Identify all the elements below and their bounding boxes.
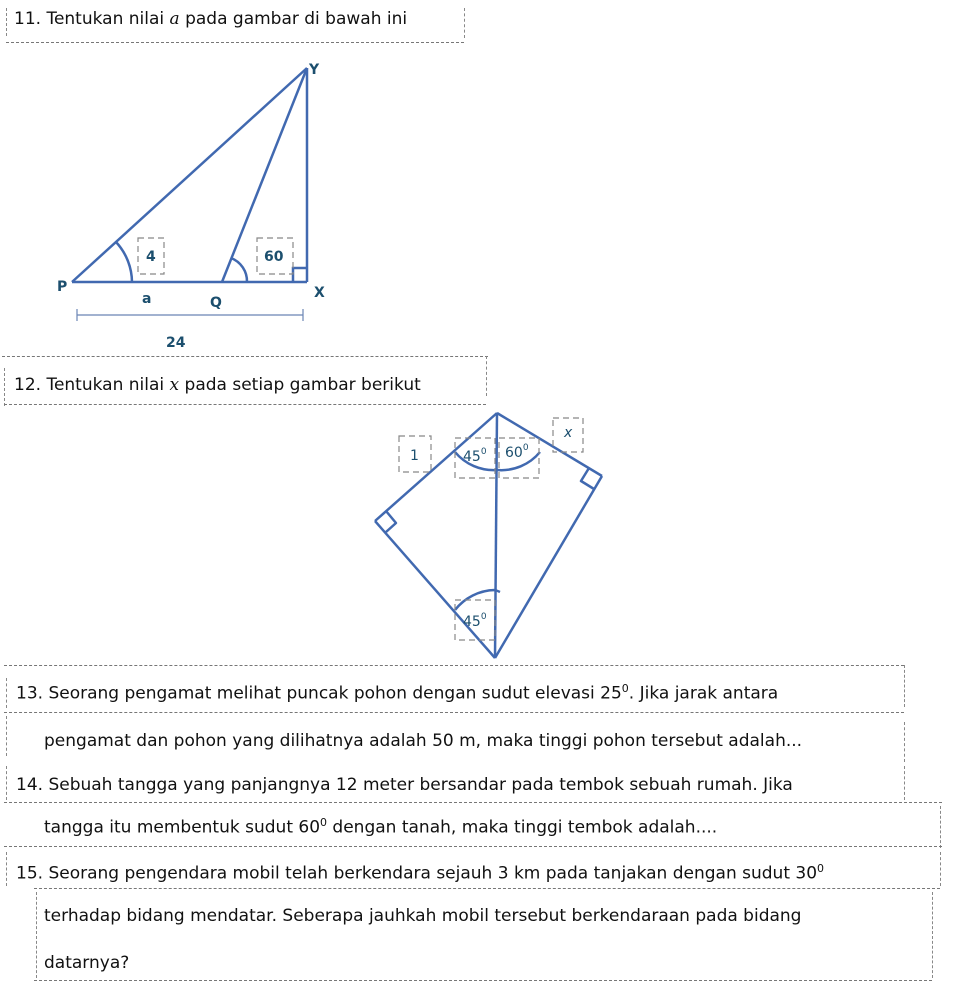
question-13-text: Seorang pengamat melihat puncak pohon dengan sudut elevasi 25 [48,683,622,704]
right-angle-marker-x [293,268,307,282]
question-15-text: Seorang pengendara mobil telah berkendara sejauh 3 km pada tanjakan dengan sudut 30 [48,863,818,884]
segment-pq-label: a [142,291,152,307]
question-14-text-end: dengan tanah, maka tinggi tembok adalah.... [327,817,718,838]
question-13-text-end: . Jika jarak antara [628,683,779,704]
angle-arc-bottom [455,590,500,610]
right-angle-marker-left [386,511,396,532]
side-right-label: x [564,425,573,441]
angle-arc-top-left [455,452,497,470]
angle-p-label: 4 [146,249,156,265]
degree-symbol: 0 [817,862,825,875]
question-15-line-1 [16,862,824,884]
question-12 [14,375,421,395]
question-12-variable: x [169,375,180,395]
question-11-text-after: pada gambar di bawah ini [185,9,408,29]
segment-q-y [222,68,307,282]
question-13-line-2: pengamat dan pohon yang dilihatnya adalah 50 m, maka tinggi pohon tersebut adalah... [44,731,803,751]
angle-q-label: 60 [264,249,284,265]
angle-top-right-label: $60^0$ [505,443,529,461]
kite-bottom-left-edge [375,521,495,658]
question-13-number: 13. [16,683,44,704]
kite-bottom-right-edge [495,476,602,658]
angle-arc-p [116,242,132,282]
question-14-line-1 [16,775,793,795]
segment-p-y [72,68,307,282]
vertex-x-label: X [314,285,325,301]
degree-symbol: 0 [621,682,629,695]
question-14-number: 14. [16,775,44,795]
angle-bottom-label: $45^0$ [463,612,487,630]
degree-symbol: 0 [320,816,328,829]
question-14-text: Sebuah tangga yang panjangnya 12 meter bersandar pada tembok sebuah rumah. Jika [48,775,793,795]
side-left-label: 1 [410,448,419,464]
angle-arc-q [231,258,247,282]
question-11 [14,9,407,29]
vertex-q-label: Q [210,295,222,311]
question-12-number: 12. [14,375,42,395]
kite-top-right-edge [497,413,602,476]
question-12-text-after: pada setiap gambar berikut [184,375,421,395]
segment-px-label: 24 [166,335,186,351]
question-12-text-before: Tentukan nilai [46,375,165,395]
question-15-line-2: terhadap bidang mendatar. Seberapa jauhkah mobil tersebut berkendaraan pada bidang [44,906,802,926]
kite-top-left-edge [375,413,497,521]
angle-arc-top-right [497,452,540,470]
question-11-number: 11. [14,9,42,29]
angle-top-left-label: $45^0$ [463,447,487,465]
question-14-text-2: tangga itu membentuk sudut 60 [44,817,321,838]
question-15-line-3: datarnya? [44,953,130,973]
vertex-y-label: Y [309,62,320,78]
question-15-number: 15. [16,863,44,884]
vertex-p-label: P [57,279,68,295]
question-11-text-before: Tentukan nilai [46,9,165,29]
kite-diagonal [495,413,497,658]
question-11-variable: a [169,9,180,29]
right-angle-marker-right [581,468,594,489]
question-13-line-1 [16,682,778,704]
question-14-line-2 [44,816,717,838]
